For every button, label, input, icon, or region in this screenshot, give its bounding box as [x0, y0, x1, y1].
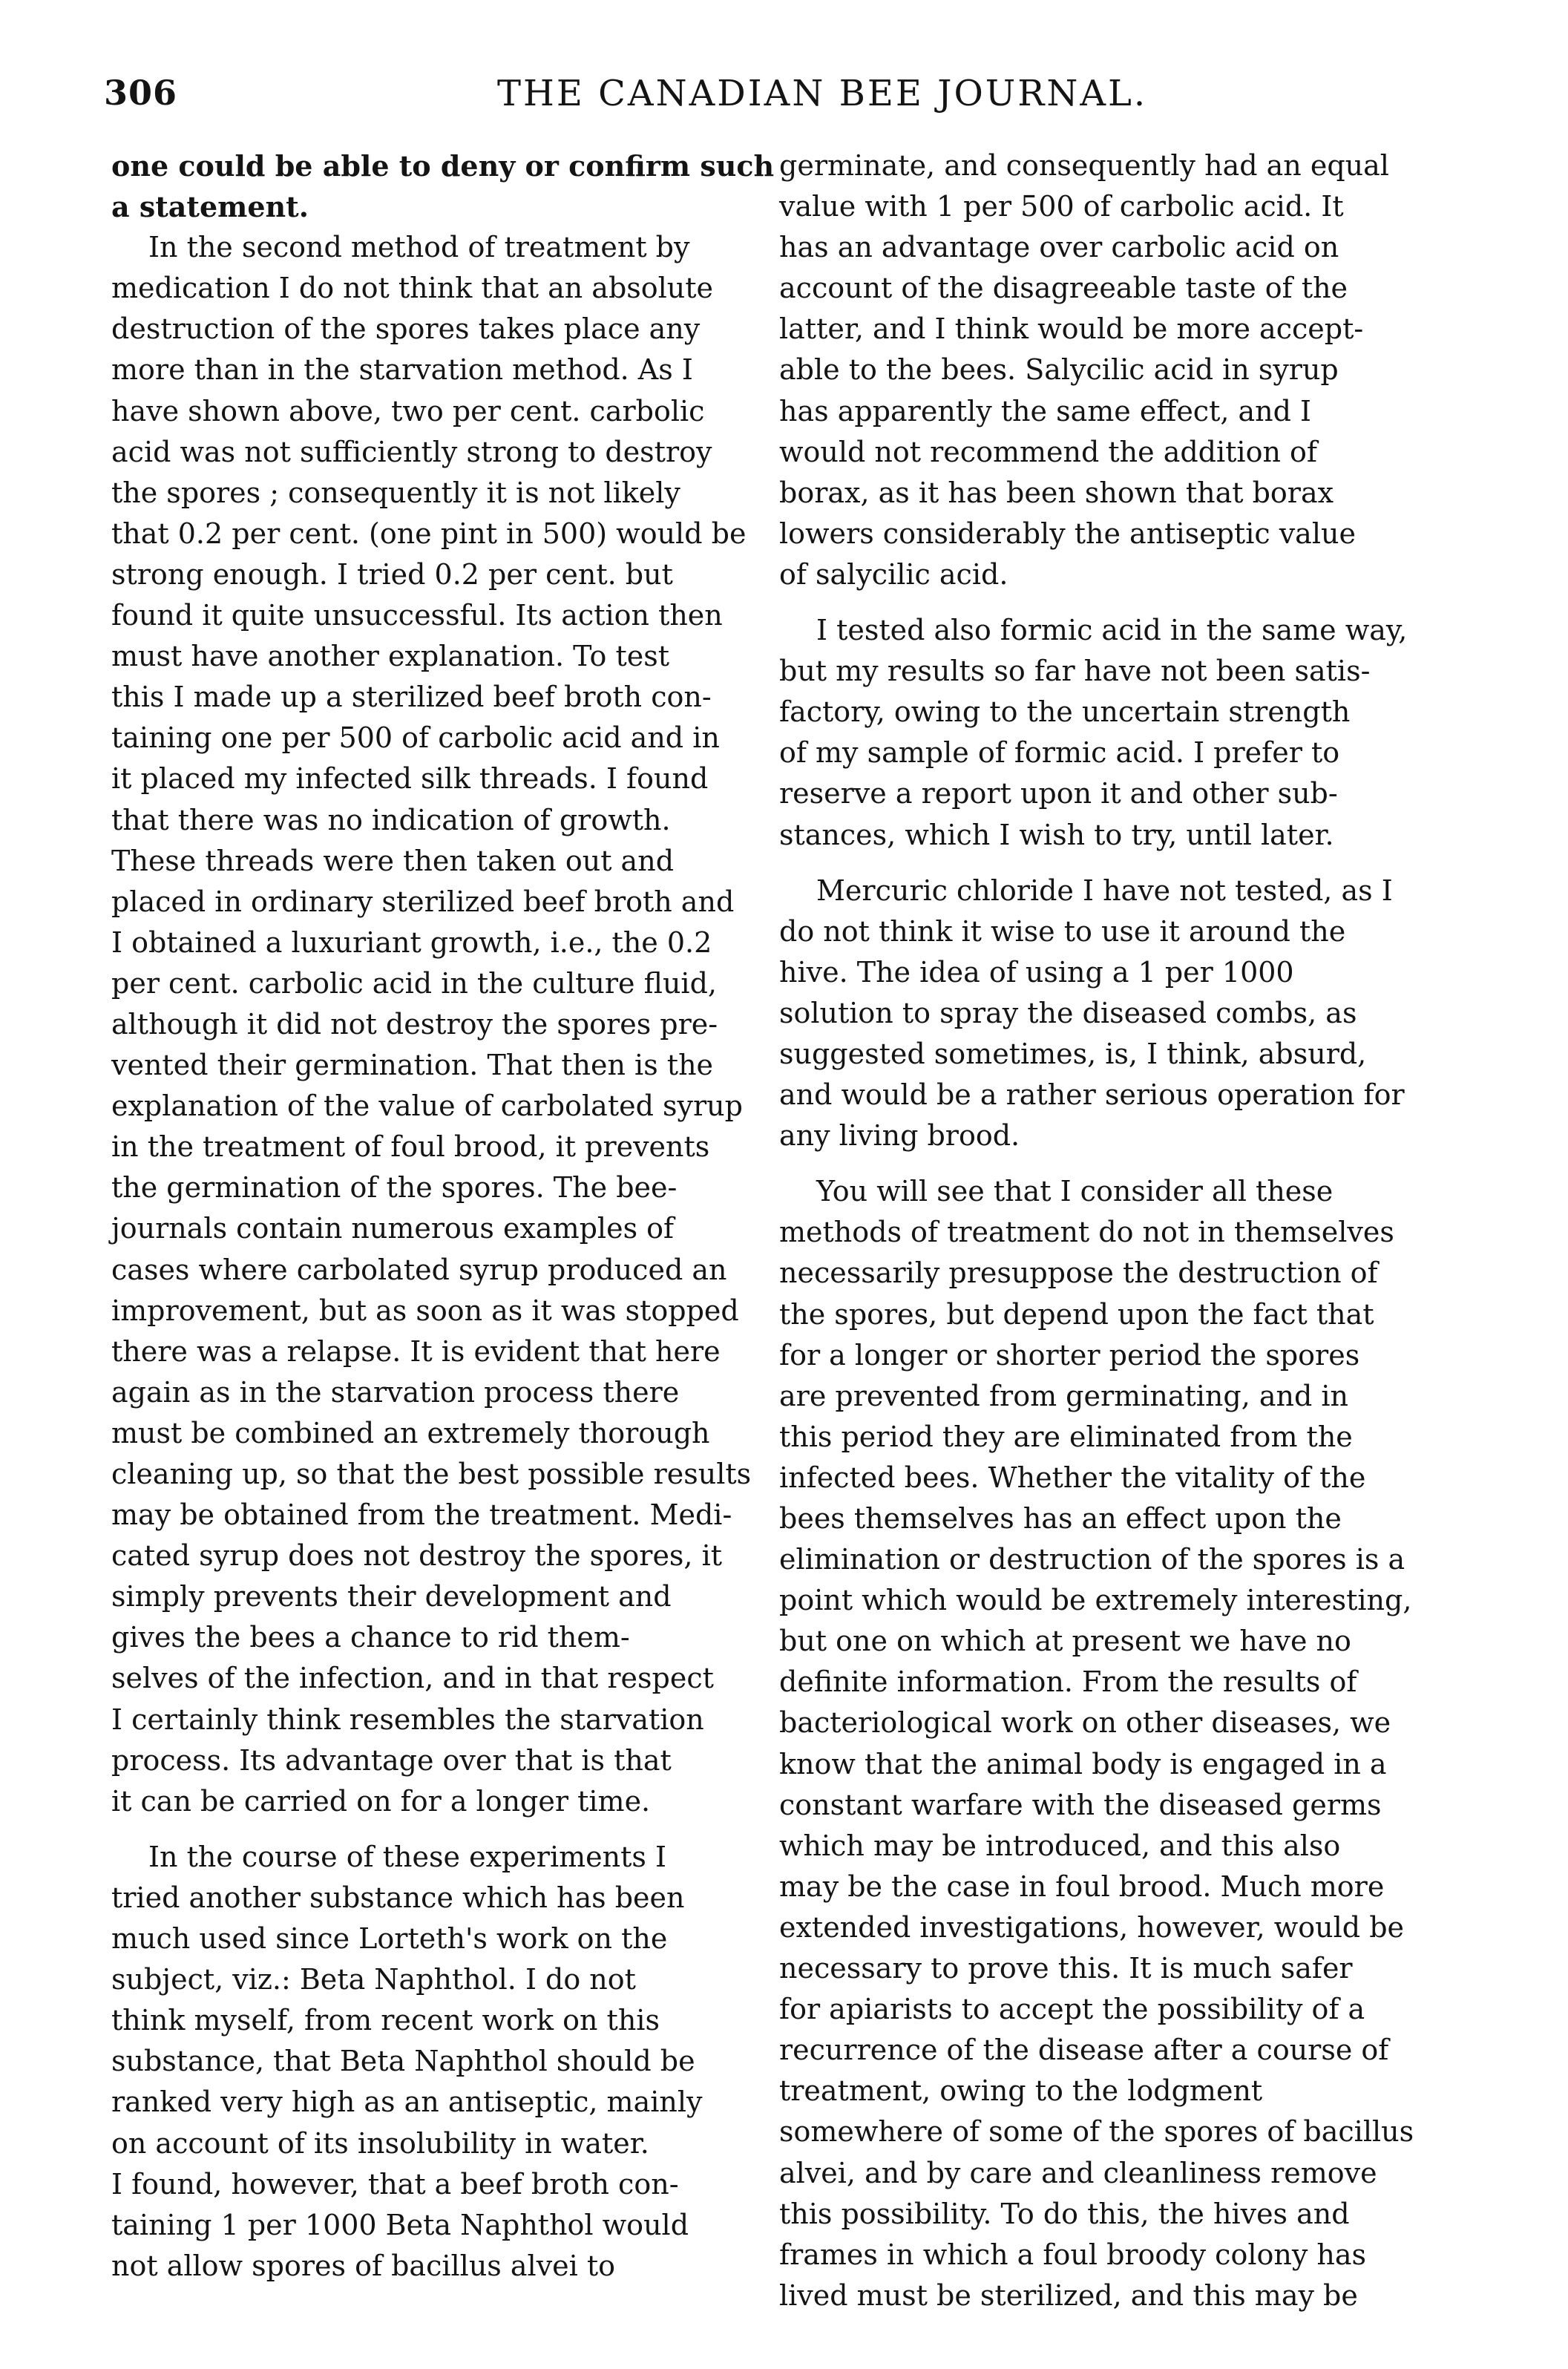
text-line: factory, owing to the uncertain strength: [779, 695, 1351, 729]
text-line: substance, that Beta Naphthol should be: [111, 2045, 695, 2078]
text-line: account of the disagreeable taste of the: [779, 272, 1348, 305]
text-line: in the treatment of foul brood, it prevents: [111, 1130, 710, 1164]
text-line: infected bees. Whether the vitality of the: [779, 1461, 1366, 1494]
text-line: germinate, and consequently had an equal: [779, 149, 1389, 182]
text-line: selves of the infection, and in that respect: [111, 1662, 714, 1695]
text-line: for a longer or shorter period the spores: [779, 1338, 1360, 1372]
text-line: alvei, and by care and cleanliness remove: [779, 2156, 1377, 2189]
text-line: that there was no indication of growth.: [111, 803, 671, 836]
text-line: must be combined an extremely thorough: [111, 1416, 710, 1449]
text-line: are prevented from germinating, and in: [779, 1379, 1349, 1412]
text-line: simply prevents their development and: [111, 1580, 672, 1613]
text-line: necessarily presuppose the destruction of: [779, 1256, 1378, 1290]
text-line: recurrence of the disease after a course of: [779, 2034, 1389, 2067]
text-line: suggested sometimes, is, I think, absurd,: [779, 1037, 1367, 1070]
text-line: somewhere of some of the spores of bacillus: [779, 2115, 1414, 2149]
text-line: any living brood.: [779, 1119, 1020, 1153]
text-line: hive. The idea of using a 1 per 1000: [779, 955, 1294, 989]
text-line: I obtained a luxuriant growth, i.e., the 0.2: [111, 925, 712, 959]
text-line: know that the animal body is engaged in a: [779, 1747, 1387, 1780]
text-line: I found, however, that a beef broth con-: [111, 2167, 679, 2201]
text-line: but one on which at present we have no: [779, 1625, 1351, 1658]
left-column: [111, 145, 779, 2287]
text-line: strong enough. I tried 0.2 per cent. but: [111, 557, 673, 591]
text-line: the spores, but depend upon the fact that: [779, 1297, 1374, 1331]
text-line: have shown above, two per cent. carbolic: [111, 394, 705, 427]
text-line: that 0.2 per cent. (one pint in 500) would be: [111, 517, 747, 550]
text-line: cleaning up, so that the best possible results: [111, 1458, 752, 1490]
text-line: constant warfare with the diseased germs: [779, 1788, 1382, 1821]
text-line: think myself, from recent work on this: [111, 2004, 660, 2037]
text-line: cases where carbolated syrup produced an: [111, 1253, 727, 1286]
text-line: process. Its advantage over that is that: [111, 1743, 672, 1777]
text-line: necessary to prove this. It is much safer: [779, 1952, 1353, 1985]
text-line: extended investigations, however, would be: [779, 1910, 1405, 1944]
text-line: more than in the starvation method. As I: [111, 353, 693, 387]
text-line: I certainly think resembles the starvation: [111, 1703, 704, 1736]
text-line: not allow spores of bacillus alvei to: [111, 2249, 616, 2282]
text-line: may be obtained from the treatment. Medi-: [111, 1498, 732, 1532]
text-line: frames in which a foul broody colony has: [779, 2238, 1367, 2271]
text-line: the germination of the spores. The bee-: [111, 1171, 678, 1205]
text-line: journals contain numerous examples of: [111, 1212, 675, 1245]
text-line: borax, as it has been shown that borax: [779, 476, 1334, 509]
text-line: although it did not destroy the spores pre-: [111, 1007, 718, 1041]
text-line: which may be introduced, and this also: [779, 1829, 1341, 1862]
text-line: treatment, owing to the lodgment: [779, 2074, 1263, 2108]
text-line: In the course of these experiments I: [148, 1840, 666, 1873]
text-line: per cent. carbolic acid in the culture fluid,: [111, 966, 717, 1000]
text-line: able to the bees. Salycilic acid in syrup: [779, 353, 1339, 387]
text-line: but my results so far have not been satis-: [779, 655, 1371, 688]
text-line: this I made up a sterilized beef broth con-: [111, 681, 712, 714]
text-line: this period they are eliminated from the: [779, 1420, 1353, 1453]
text-line: much used since Lorteth's work on the: [111, 1922, 668, 1956]
text-line: on account of its insolubility in water.: [111, 2126, 649, 2160]
text-line: In the second method of treatment by: [148, 231, 690, 264]
text-line: has apparently the same effect, and I: [779, 394, 1312, 427]
text-line: of salycilic acid.: [779, 557, 1008, 591]
text-line: lived must be sterilized, and this may be: [779, 2278, 1358, 2312]
text-line: subject, viz.: Beta Naphthol. I do not: [111, 1963, 636, 1996]
text-line: may be the case in foul brood. Much more: [779, 1870, 1385, 1903]
text-line: do not think it wise to use it around the: [779, 914, 1346, 948]
text-line: this possibility. To do this, the hives and: [779, 2197, 1350, 2230]
text-line: medication I do not think that an absolute: [111, 272, 714, 305]
text-line: solution to spray the diseased combs, as: [779, 996, 1357, 1029]
text-line: ranked very high as an antiseptic, mainly: [111, 2085, 703, 2119]
text-line: again as in the starvation process there: [111, 1375, 680, 1409]
text-line: Mercuric chloride I have not tested, as I: [816, 874, 1393, 907]
text-line: value with 1 per 500 of carbolic acid. It: [779, 190, 1344, 223]
text-line: taining 1 per 1000 Beta Naphthol would: [111, 2208, 689, 2241]
text-line: must have another explanation. To test: [111, 640, 670, 673]
text-line: has an advantage over carbolic acid on: [779, 231, 1339, 264]
text-line: and would be a rather serious operation for: [779, 1078, 1405, 1112]
text-line: improvement, but as soon as it was stopped: [111, 1294, 739, 1327]
journal-title: THE CANADIAN BEE JOURNAL.: [497, 73, 1148, 114]
text-line: reserve a report upon it and other sub-: [779, 777, 1338, 810]
text-line: gives the bees a chance to rid them-: [111, 1621, 630, 1654]
text-line: cated syrup does not destroy the spores, it: [111, 1539, 723, 1573]
text-line: These threads were then taken out and: [111, 844, 675, 877]
text-line: a statement.: [111, 190, 309, 224]
text-line: lowers considerably the antiseptic value: [779, 517, 1356, 550]
right-column: [779, 145, 1447, 2316]
text-line: it can be carried on for a longer time.: [111, 1784, 651, 1818]
text-line: acid was not sufficiently strong to destroy: [111, 435, 712, 468]
text-line: vented their germination. That then is the: [111, 1049, 714, 1082]
text-line: destruction of the spores takes place any: [111, 312, 701, 346]
text-line: the spores ; consequently it is not likely: [111, 476, 680, 509]
text-line: I tested also formic acid in the same way,: [816, 614, 1408, 647]
text-line: methods of treatment do not in themselves: [779, 1216, 1394, 1249]
text-line: You will see that I consider all these: [816, 1175, 1334, 1208]
text-line: latter, and I think would be more accept-: [779, 312, 1364, 346]
text-line: tried another substance which has been: [111, 1881, 685, 1914]
text-line: found it quite unsuccessful. Its action then: [111, 599, 723, 632]
page-header: [0, 73, 1568, 125]
text-line: of my sample of formic acid. I prefer to: [779, 736, 1340, 770]
text-line: definite information. From the results of: [779, 1665, 1357, 1699]
text-line: bees themselves has an effect upon the: [779, 1502, 1342, 1535]
text-line: for apiarists to accept the possibility of a: [779, 1993, 1365, 2026]
text-line: explanation of the value of carbolated syrup: [111, 1090, 743, 1123]
text-line: one could be able to deny or confirm such: [111, 149, 775, 183]
text-line: it placed my infected silk threads. I found: [111, 762, 709, 796]
page-number: 306: [104, 73, 178, 113]
text-line: placed in ordinary sterilized beef broth and: [111, 885, 735, 918]
text-line: stances, which I wish to try, until later.: [779, 818, 1334, 851]
text-line: would not recommend the addition of: [779, 435, 1317, 468]
text-line: bacteriological work on other diseases, we: [779, 1706, 1391, 1740]
text-line: taining one per 500 of carbolic acid and in: [111, 721, 720, 755]
text-line: point which would be extremely interesting,: [779, 1584, 1412, 1617]
text-line: there was a relapse. It is evident that here: [111, 1334, 721, 1368]
text-line: elimination or destruction of the spores is a: [779, 1543, 1405, 1576]
